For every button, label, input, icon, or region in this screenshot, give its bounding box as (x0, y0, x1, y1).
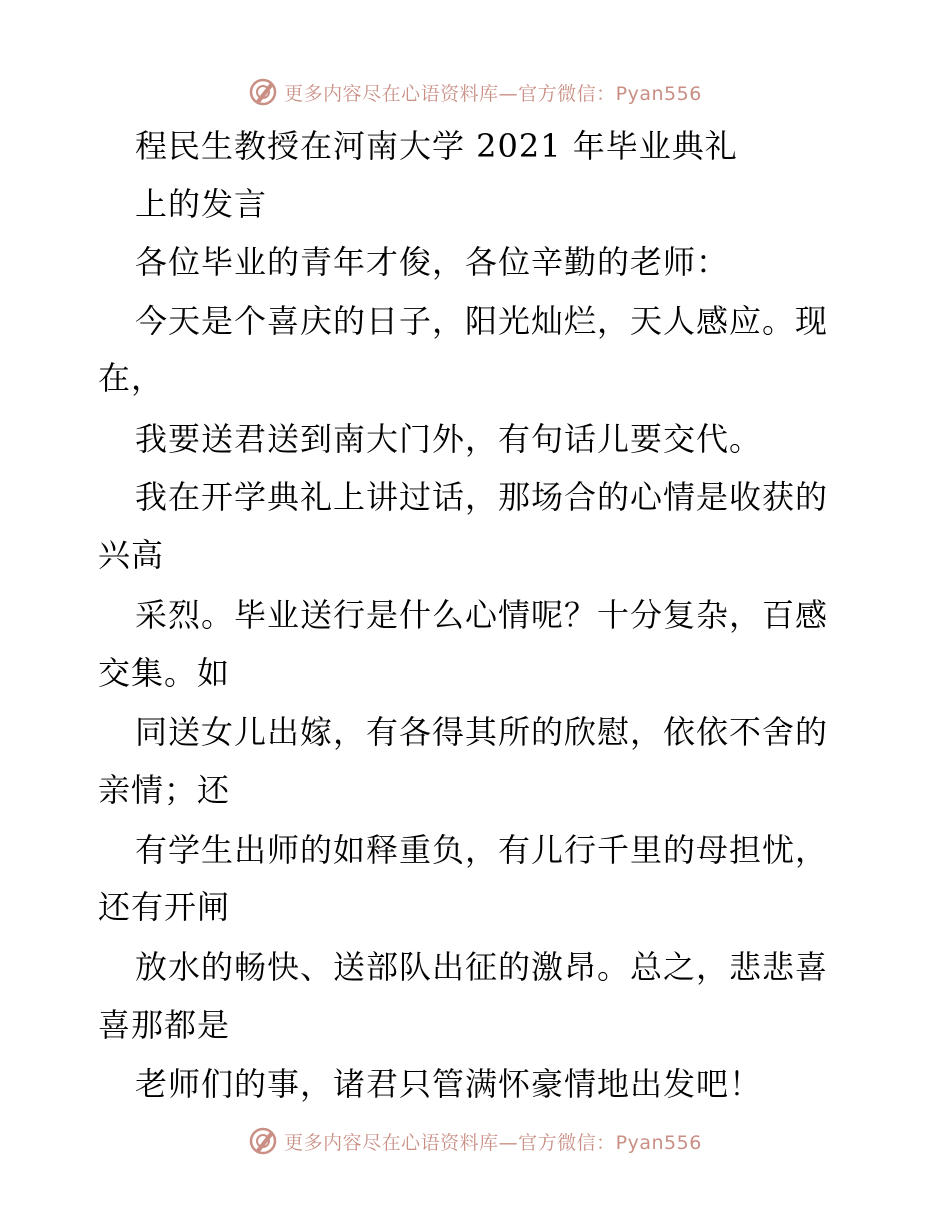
footer-watermark (0, 1121, 950, 1161)
paragraph-line: 采烈。毕业送行是什么心情呢？十分复杂，百感 (135, 596, 829, 634)
paragraph-line: 亲情；还 (98, 771, 231, 809)
paragraph-line: 有学生出师的如释重负，有儿行千里的母担忧， (135, 831, 829, 869)
paragraph-line: 放水的畅快、送部队出征的激昂。总之，悲悲喜 (135, 948, 829, 986)
paragraph-line: 还有开闸 (98, 888, 231, 926)
header-watermark (0, 72, 950, 112)
pen-logo-icon (248, 1126, 278, 1156)
salutation-line: 各位毕业的青年才俊，各位辛勤的老师： (135, 243, 730, 281)
paragraph-line: 老师们的事，诸君只管满怀豪情地出发吧！ (135, 1065, 763, 1103)
paragraph-line: 我在开学典礼上讲过话，那场合的心情是收获的 (135, 478, 829, 516)
title-line-2: 上的发言 (135, 185, 268, 223)
paragraph-line: 同送女儿出嫁，有各得其所的欣慰，依依不舍的 (135, 713, 829, 751)
footer-watermark-text: 更多内容尽在心语资料库—官方微信：Pyan556 (284, 1131, 702, 1154)
title-line-1: 程民生教授在河南大学 2021 年毕业典礼 (135, 127, 738, 165)
paragraph-line: 今天是个喜庆的日子，阳光灿烂，天人感应。现 (135, 302, 829, 340)
paragraph-line: 兴高 (98, 536, 165, 574)
paragraph-line: 交集。如 (98, 654, 231, 692)
paragraph-line: 我要送君送到南大门外，有句话儿要交代。 (135, 420, 763, 458)
paragraph-line: 喜那都是 (98, 1006, 231, 1044)
header-watermark-text: 更多内容尽在心语资料库—官方微信：Pyan556 (284, 82, 702, 105)
pen-logo-icon (248, 77, 278, 107)
paragraph-line: 在， (98, 359, 165, 397)
